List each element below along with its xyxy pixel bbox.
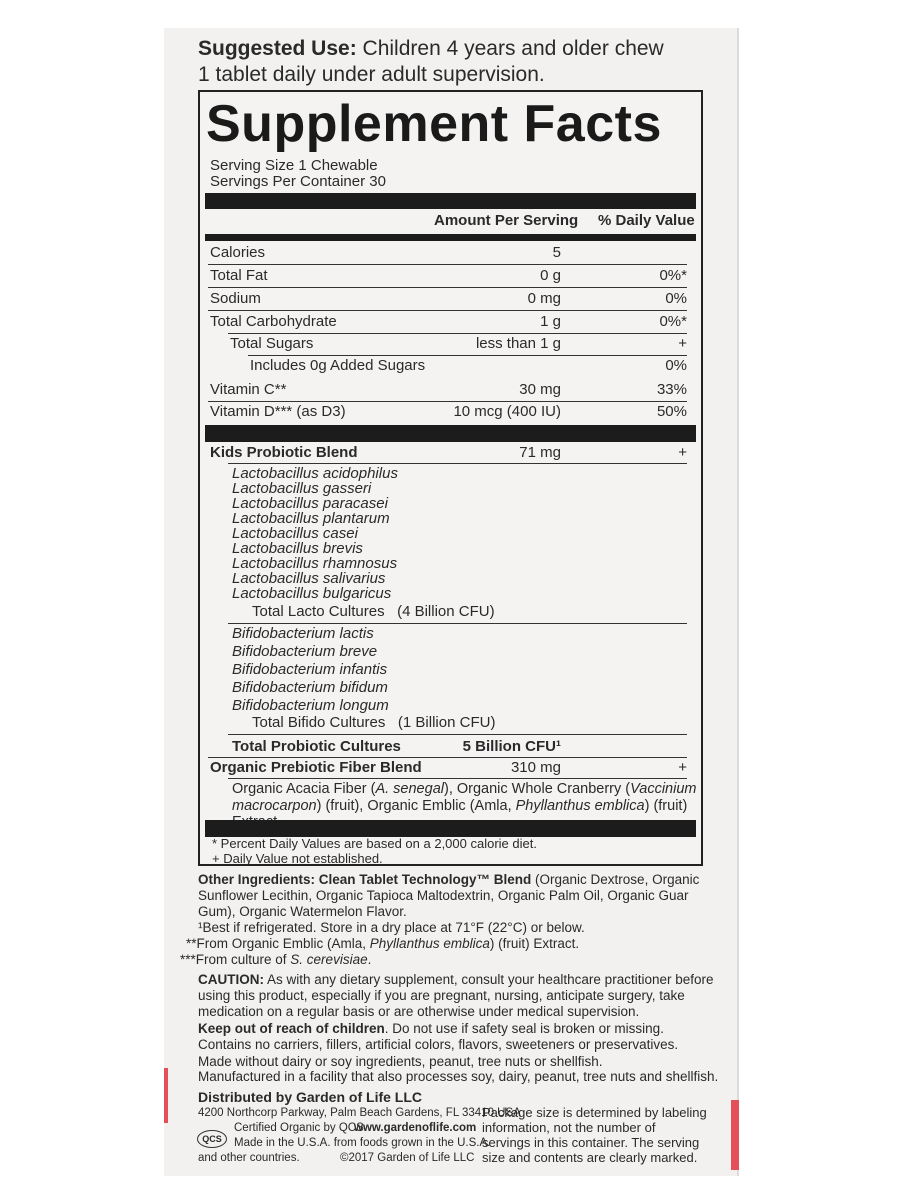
divider-thick [205,820,696,837]
lacto-strain: Lactobacillus gasseri [232,480,372,497]
nutrient-amount: 5 [552,244,561,261]
total-probiotic-row: Total Probiotic Cultures 5 Billion CFU¹ [232,738,561,755]
nutrient-name: Total Carbohydrate [210,313,337,330]
caution: CAUTION: As with any dietary supplement, consult your healthcare practitioner before using this product, especially if you are pregnant, nursing, anticipate surgery, take medication on a regular basis or are otherwise under medical supervision. [198,972,714,1019]
other-ingredients: Other Ingredients: Clean Tablet Technology™ Blend (Organic Dextrose, Organic Sunflower Lecithin, Organic Tapioca Maltodextrin, Organic Palm Oil, Organic Guar Gum), Organic Watermelon Flavor. [198,872,700,919]
made-in-usa: Made in the U.S.A. from foods grown in the U.S.A. [234,1137,491,1149]
probiotic-row: Kids Probiotic Blend 71 mg + [210,444,687,461]
certified-organic: Certified Organic by QCS [234,1122,364,1134]
nutrient-row [210,288,687,310]
bifido-strain: Bifidobacterium longum [232,697,389,714]
nutrient-dv: 0%* [659,267,687,284]
lacto-strain: Lactobacillus acidophilus [232,465,398,482]
nutrient-dv: 0%* [659,313,687,330]
lacto-strain: Lactobacillus paracasei [232,495,388,512]
divider-thick [205,193,696,209]
nutrient-amount: less than 1 g [475,335,561,352]
bifido-strain: Bifidobacterium infantis [232,661,388,678]
nutrient-amount: 1 g [540,313,561,330]
note-culture: ***From culture of S. cerevisiae. [180,952,372,967]
col-amount-header: Amount Per Serving [434,212,579,229]
nutrient-row [210,311,687,333]
footnote-dv: * Percent Daily Values are based on a 2,000 calorie diet. [212,836,537,851]
divider-thin [228,734,687,735]
nutrient-amount: 10 mcg (400 IU) [453,403,561,420]
supplement-facts-panel [198,90,703,866]
prebiotic-row: Organic Prebiotic Fiber Blend 310 mg + [210,759,687,776]
prebiotic-ingredients-2: macrocarpon) (fruit), Organic Emblic (Amla, Phyllanthus emblica) (fruit) [232,798,688,814]
qcs-logo: QCS [197,1130,227,1148]
pink-edge-left [164,1068,168,1123]
bifido-strain: Bifidobacterium lactis [232,625,374,642]
nutrient-dv: 0% [665,357,687,374]
nutrient-row [210,265,687,287]
nutrient-row [210,379,687,401]
allergen-line-2: Manufactured in a facility that also processes soy, dairy, peanut, tree nuts and shellfish. [198,1069,719,1084]
copyright: ©2017 Garden of Life LLC [340,1152,475,1164]
distributor-title: Distributed by Garden of Life LLC [198,1089,423,1105]
nutrient-name: Vitamin C** [210,381,287,398]
lacto-strain: Lactobacillus rhamnosus [232,555,398,572]
serving-size: Serving Size 1 Chewable [210,157,378,174]
lacto-strain: Lactobacillus bulgaricus [232,585,392,602]
bifido-strain: Bifidobacterium bifidum [232,679,388,696]
lacto-strain: Lactobacillus casei [232,525,358,542]
nutrient-dv: 33% [656,381,687,398]
divider-medium [205,234,696,241]
nutrient-dv: 0% [665,290,687,307]
prebiotic-ingredients-1: Organic Acacia Fiber (A. senegal), Organic Whole Cranberry (Vaccinium [232,781,697,797]
package-size-note: Package size is determined by labeling information, not the number of servings in this container. The serving size and contents are clearly marked. [482,1105,707,1165]
servings-per-container: Servings Per Container 30 [210,173,386,190]
divider-thin [228,463,687,464]
facts-title: Supplement Facts [206,95,662,153]
nutrient-dv: + [678,335,687,352]
nutrient-row [210,242,687,264]
nutrient-amount: 0 g [540,267,561,284]
nutrient-name: Total Fat [210,267,268,284]
divider-thick [205,425,696,442]
nutrient-name: Sodium [210,290,261,307]
lacto-strain: Lactobacillus plantarum [232,510,390,527]
divider-thin [228,778,687,779]
panel-edge [737,28,739,1176]
nutrient-row [210,333,687,355]
nutrient-dv: 50% [656,403,687,420]
distributor-address: 4200 Northcorp Parkway, Palm Beach Gardens, FL 33410 USA [198,1107,521,1119]
note-refrigerate: ¹Best if refrigerated. Store in a dry place at 71°F (22°C) or below. [198,920,585,935]
allergen-line-1: Made without dairy or soy ingredients, peanut, tree nuts or shellfish. [198,1054,603,1069]
nutrient-amount: 30 mg [519,381,561,398]
note-emblic: **From Organic Emblic (Amla, Phyllanthus emblica) (fruit) Extract. [186,936,580,951]
nutrient-row [210,401,687,423]
suggested-use: Suggested Use: Children 4 years and older chew 1 tablet daily under adult supervision. [198,37,664,86]
bifido-strain: Bifidobacterium breve [232,643,378,660]
other-countries: and other countries. [198,1152,300,1164]
lacto-strain: Lactobacillus salivarius [232,570,386,587]
nutrient-name: Calories [210,244,266,261]
nutrient-amount: 0 mg [527,290,561,307]
nutrient-name: Includes 0g Added Sugars [250,357,426,374]
website-link[interactable]: www.gardenoflife.com [354,1122,477,1134]
nutrient-row [210,355,687,377]
nutrient-name: Total Sugars [230,335,314,352]
footnote-not-established: + Daily Value not established. [212,851,383,866]
bifido-total: Total Bifido Cultures (1 Billion CFU) [252,714,496,731]
col-dv-header: % Daily Value [598,212,695,229]
divider-thin [228,623,687,624]
lacto-total: Total Lacto Cultures (4 Billion CFU) [252,603,495,620]
pink-edge-right [731,1100,739,1170]
lacto-strain: Lactobacillus brevis [232,540,363,557]
nutrient-name: Vitamin D*** (as D3) [210,403,346,420]
keep-out-of-reach: Keep out of reach of children. Do not use if safety seal is broken or missing. Contains no carriers, fillers, artificial colors, flavors, sweeteners or preservatives. [198,1021,679,1052]
